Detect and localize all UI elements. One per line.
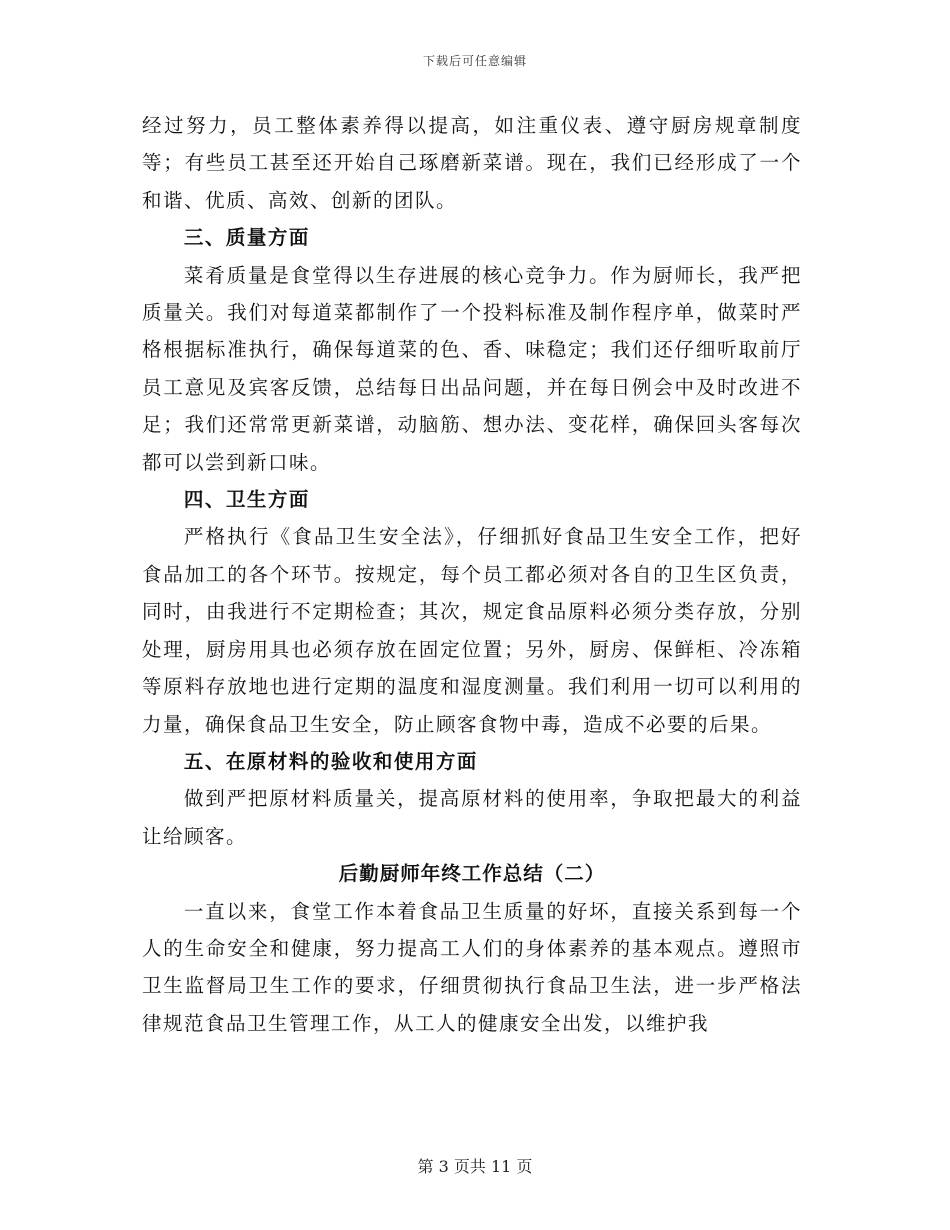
paragraph-materials: 做到严把原材料质量关，提高原材料的使用率，争取把最大的利益让给顾客。 xyxy=(142,787,802,848)
page-header: 下载后可任意编辑 xyxy=(422,54,527,68)
section-heading-quality: 三、质量方面 xyxy=(183,226,310,250)
paragraph-hygiene: 严格执行《食品卫生安全法》，仔细抓好食品卫生安全工作，把好食品加工的各个环节。按规定，每个员工都必须对各自的卫生区负责，同时，由我进行不定期检查；其次，规定食品原料必须分类存放，分别处理，厨房用具也必须存放在固定位置；另外，厨房、保鲜柜、冷冻箱等原料存放地也进行定期的温度和湿度测量。我们利用一切可以利用的力量，确保食品卫生安全，防止顾客食物中毒，造成不必要的后果。 xyxy=(142,525,802,736)
document-title: 后勤厨师年终工作总结（二） xyxy=(338,862,606,886)
page-number: 第 3 页共 11 页 xyxy=(417,1157,533,1176)
section-heading-hygiene: 四、卫生方面 xyxy=(183,488,310,512)
document-body xyxy=(142,107,802,1042)
paragraph-continuation: 经过努力，员工整体素养得以提高，如注重仪表、遵守厨房规章制度等；有些员工甚至还开始自己琢磨新菜谱。现在，我们已经形成了一个和谐、优质、高效、创新的团队。 xyxy=(142,114,802,212)
section-heading-materials: 五、在原材料的验收和使用方面 xyxy=(183,749,478,773)
paragraph-intro-part-two: 一直以来，食堂工作本着食品卫生质量的好坏，直接关系到每一个人的生命安全和健康，努力提高工人们的身体素养的基本观点。遵照市卫生监督局卫生工作的要求，仔细贯彻执行食品卫生法，进一步严格法律规范食品卫生管理工作，从工人的健康安全出发，以维护我 xyxy=(142,899,802,1035)
paragraph-quality: 菜肴质量是食堂得以生存进展的核心竞争力。作为厨师长，我严把质量关。我们对每道菜都制作了一个投料标准及制作程序单，做菜时严格根据标准执行，确保每道菜的色、香、味稳定；我们还仔细听取前厅员工意见及宾客反馈，总结每日出品问题，并在每日例会中及时改进不足；我们还常常更新菜谱，动脑筋、想办法、变花样，确保回头客每次都可以尝到新口味。 xyxy=(142,263,802,474)
